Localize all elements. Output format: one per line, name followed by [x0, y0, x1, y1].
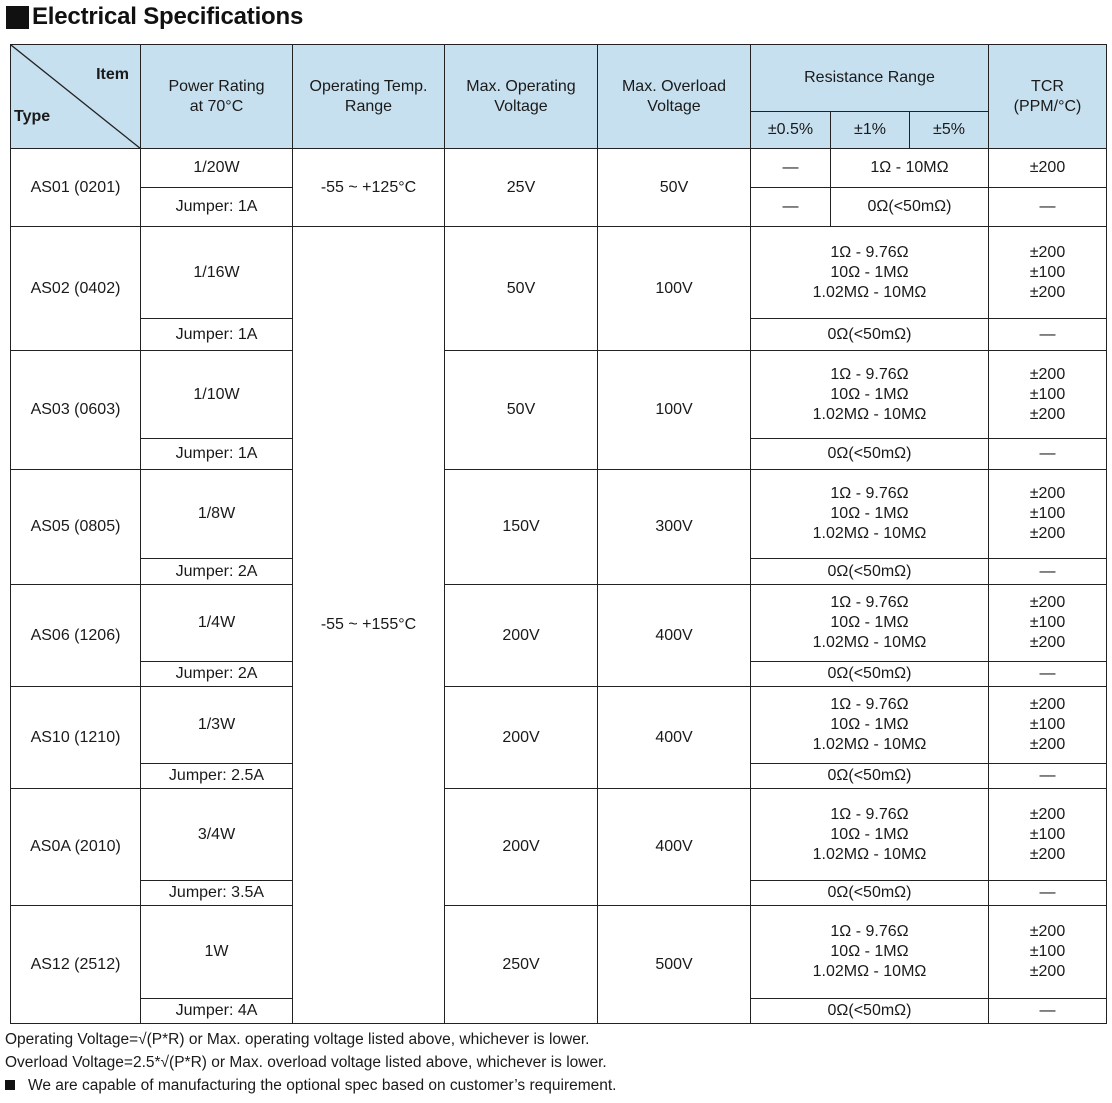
power-cell: 1/3W [141, 687, 293, 764]
resistance-range-cell: 1Ω - 10MΩ [831, 149, 989, 188]
resistance-range-cell: 1Ω - 9.76Ω 10Ω - 1MΩ 1.02MΩ - 10MΩ [751, 470, 989, 559]
resistance-range-cell: 1Ω - 9.76Ω 10Ω - 1MΩ 1.02MΩ - 10MΩ [751, 585, 989, 662]
op-voltage-cell: 200V [445, 687, 598, 789]
tcr-cell: — [989, 662, 1107, 687]
power-cell: 1W [141, 906, 293, 999]
max-overload-voltage-header: Max. Overload Voltage [598, 45, 751, 149]
jumper-cell: Jumper: 1A [141, 188, 293, 227]
power-cell: 1/4W [141, 585, 293, 662]
max-op-voltage-header: Max. Operating Voltage [445, 45, 598, 149]
table-row [11, 227, 1107, 319]
power-cell: 1/10W [141, 351, 293, 439]
jumper-cell: Jumper: 2.5A [141, 764, 293, 789]
op-voltage-cell: 25V [445, 149, 598, 227]
item-header: Item [96, 66, 129, 83]
tcr-header: TCR (PPM/°C) [989, 45, 1107, 149]
tcr-cell: — [989, 764, 1107, 789]
tcr-cell: ±200 ±100 ±200 [989, 687, 1107, 764]
power-cell: 1/16W [141, 227, 293, 319]
tolerance-1-header: ±1% [831, 112, 910, 149]
tcr-cell: — [989, 999, 1107, 1024]
op-voltage-cell: 200V [445, 585, 598, 687]
tcr-cell: — [989, 319, 1107, 351]
jumper-resistance-cell: 0Ω(<50mΩ) [751, 764, 989, 789]
table-row [11, 789, 1107, 881]
overload-voltage-cell: 400V [598, 687, 751, 789]
op-voltage-cell: 250V [445, 906, 598, 1024]
overload-voltage-cell: 100V [598, 227, 751, 351]
bullet-square-icon [5, 1080, 15, 1090]
overload-voltage-cell: 300V [598, 470, 751, 585]
tcr-cell: ±200 ±100 ±200 [989, 470, 1107, 559]
tolerance-0-5-header: ±0.5% [751, 112, 831, 149]
electrical-specifications-table [10, 44, 1107, 1024]
tcr-cell: ±200 ±100 ±200 [989, 351, 1107, 439]
jumper-resistance-cell: 0Ω(<50mΩ) [751, 319, 989, 351]
type-header: Type [14, 108, 51, 125]
power-cell: 1/8W [141, 470, 293, 559]
jumper-cell: Jumper: 1A [141, 319, 293, 351]
tcr-cell: — [989, 559, 1107, 585]
overload-voltage-cell: 500V [598, 906, 751, 1024]
tol-0-5-cell: — [751, 188, 831, 227]
type-cell: AS02 (0402) [11, 227, 141, 351]
overload-voltage-cell: 400V [598, 585, 751, 687]
resistance-range-header: Resistance Range [751, 45, 989, 112]
jumper-cell: Jumper: 2A [141, 559, 293, 585]
op-temp-cell: -55 ~ +155°C [293, 227, 445, 1024]
jumper-resistance-cell: 0Ω(<50mΩ) [751, 881, 989, 906]
jumper-cell: Jumper: 3.5A [141, 881, 293, 906]
power-cell: 1/20W [141, 149, 293, 188]
type-cell: AS10 (1210) [11, 687, 141, 789]
table-row [11, 687, 1107, 764]
overload-voltage-cell: 50V [598, 149, 751, 227]
tcr-cell: ±200 [989, 149, 1107, 188]
overload-voltage-note: Overload Voltage=2.5*√(P*R) or Max. overload voltage listed above, whichever is lower. [5, 1054, 607, 1071]
table-row [11, 470, 1107, 559]
corner-header [11, 45, 141, 149]
op-voltage-cell: 200V [445, 789, 598, 906]
overload-voltage-cell: 100V [598, 351, 751, 470]
resistance-range-cell: 1Ω - 9.76Ω 10Ω - 1MΩ 1.02MΩ - 10MΩ [751, 227, 989, 319]
table-row [11, 149, 1107, 188]
type-cell: AS06 (1206) [11, 585, 141, 687]
type-cell: AS0A (2010) [11, 789, 141, 906]
table-row [11, 351, 1107, 439]
overload-voltage-cell: 400V [598, 789, 751, 906]
title-text: Electrical Specifications [32, 3, 304, 30]
title-square-icon [6, 6, 29, 29]
diagonal-line [11, 45, 141, 149]
tcr-cell: ±200 ±100 ±200 [989, 906, 1107, 999]
jumper-resistance-cell: 0Ω(<50mΩ) [831, 188, 989, 227]
power-rating-header: Power Rating at 70°C [141, 45, 293, 149]
tcr-cell: — [989, 881, 1107, 906]
jumper-resistance-cell: 0Ω(<50mΩ) [751, 439, 989, 470]
resistance-range-cell: 1Ω - 9.76Ω 10Ω - 1MΩ 1.02MΩ - 10MΩ [751, 687, 989, 764]
op-voltage-cell: 150V [445, 470, 598, 585]
section-title [6, 2, 303, 32]
table-row [11, 906, 1107, 999]
tcr-cell: ±200 ±100 ±200 [989, 789, 1107, 881]
tol-0-5-cell: — [751, 149, 831, 188]
power-cell: 3/4W [141, 789, 293, 881]
tcr-cell: — [989, 188, 1107, 227]
jumper-resistance-cell: 0Ω(<50mΩ) [751, 999, 989, 1024]
footnotes [5, 1028, 617, 1097]
jumper-resistance-cell: 0Ω(<50mΩ) [751, 662, 989, 687]
tcr-cell: ±200 ±100 ±200 [989, 585, 1107, 662]
type-cell: AS05 (0805) [11, 470, 141, 585]
resistance-range-cell: 1Ω - 9.76Ω 10Ω - 1MΩ 1.02MΩ - 10MΩ [751, 906, 989, 999]
jumper-cell: Jumper: 1A [141, 439, 293, 470]
tcr-cell: — [989, 439, 1107, 470]
table-row [11, 585, 1107, 662]
type-cell: AS01 (0201) [11, 149, 141, 227]
op-voltage-cell: 50V [445, 227, 598, 351]
op-temp-cell: -55 ~ +125°C [293, 149, 445, 227]
type-cell: AS12 (2512) [11, 906, 141, 1024]
operating-voltage-note: Operating Voltage=√(P*R) or Max. operating voltage listed above, whichever is lower. [5, 1031, 590, 1048]
resistance-range-cell: 1Ω - 9.76Ω 10Ω - 1MΩ 1.02MΩ - 10MΩ [751, 789, 989, 881]
tolerance-5-header: ±5% [910, 112, 989, 149]
op-voltage-cell: 50V [445, 351, 598, 470]
jumper-cell: Jumper: 4A [141, 999, 293, 1024]
jumper-cell: Jumper: 2A [141, 662, 293, 687]
resistance-range-cell: 1Ω - 9.76Ω 10Ω - 1MΩ 1.02MΩ - 10MΩ [751, 351, 989, 439]
type-cell: AS03 (0603) [11, 351, 141, 470]
tcr-cell: ±200 ±100 ±200 [989, 227, 1107, 319]
jumper-resistance-cell: 0Ω(<50mΩ) [751, 559, 989, 585]
op-temp-header: Operating Temp. Range [293, 45, 445, 149]
custom-spec-note: We are capable of manufacturing the optional spec based on customer’s requirement. [5, 1074, 617, 1097]
